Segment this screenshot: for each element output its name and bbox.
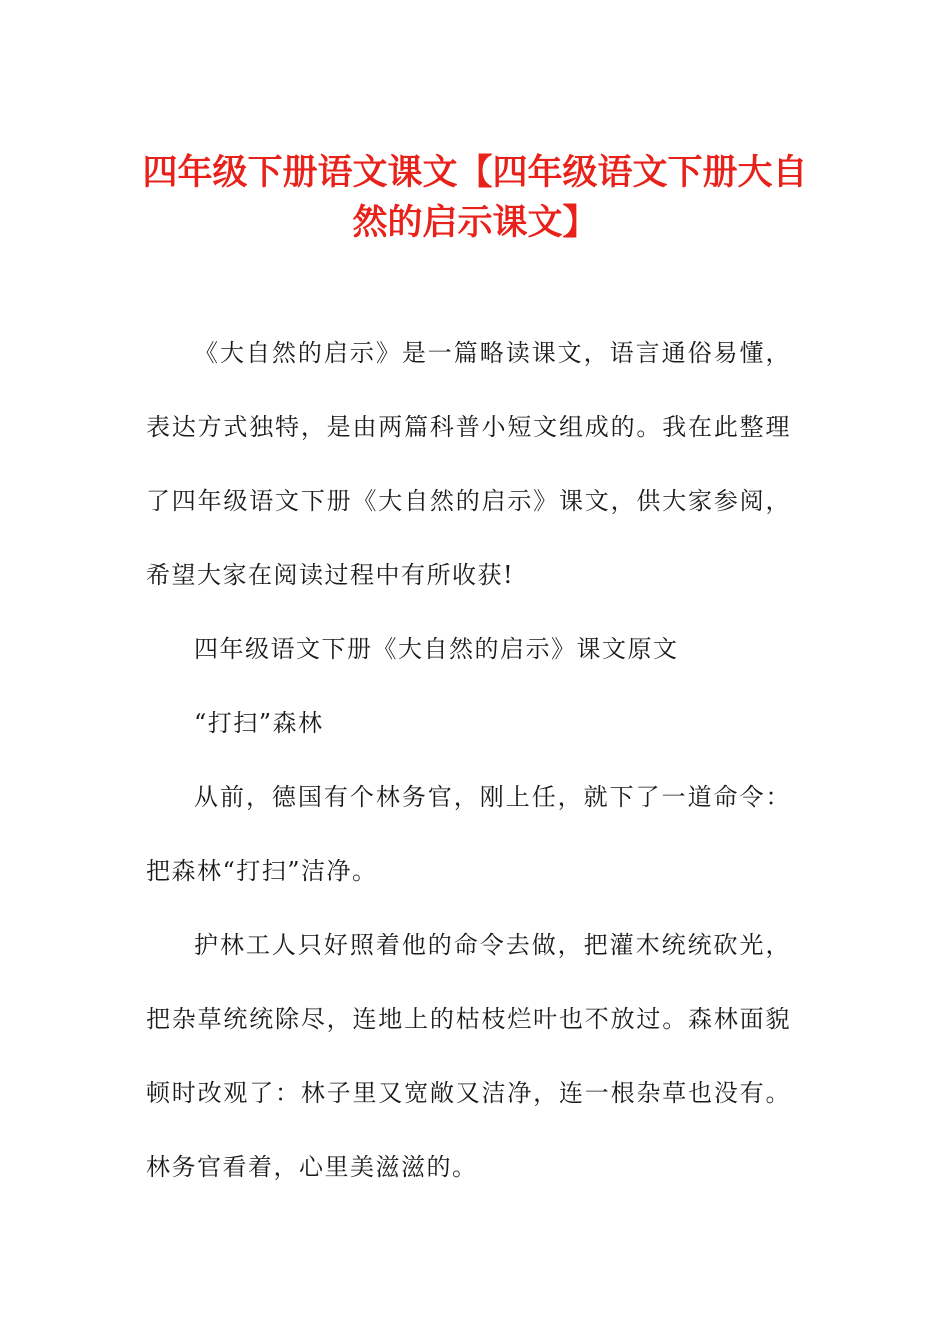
paragraph-story-1: 从前，德国有个林务官，刚上任，就下了一道命令：把森林“打扫”洁净。 [146, 783, 791, 885]
paragraph-story-2: 护林工人只好照着他的命令去做，把灌木统统砍光，把杂草统统除尽，连地上的枯枝烂叶也不放过。森林面貌顿时改观了：林子里又宽敞又洁净，连一根杂草也没有。林务官看着，心里美滋滋的。 [146, 931, 791, 1181]
paragraph-intro: 《大自然的启示》是一篇略读课文，语言通俗易懂，表达方式独特，是由两篇科普小短文组成的。我在此整理了四年级语文下册《大自然的启示》课文，供大家参阅，希望大家在阅读过程中有所收获! [146, 339, 791, 589]
paragraph-heading-original-text: 四年级语文下册《大自然的启示》课文原文 [194, 635, 679, 663]
document-title: 四年级下册语文课文【四年级语文下册大自然的启示课文】 [142, 153, 808, 243]
document-body [146, 316, 791, 1204]
paragraph-section-title: “打扫”森林 [194, 709, 324, 737]
